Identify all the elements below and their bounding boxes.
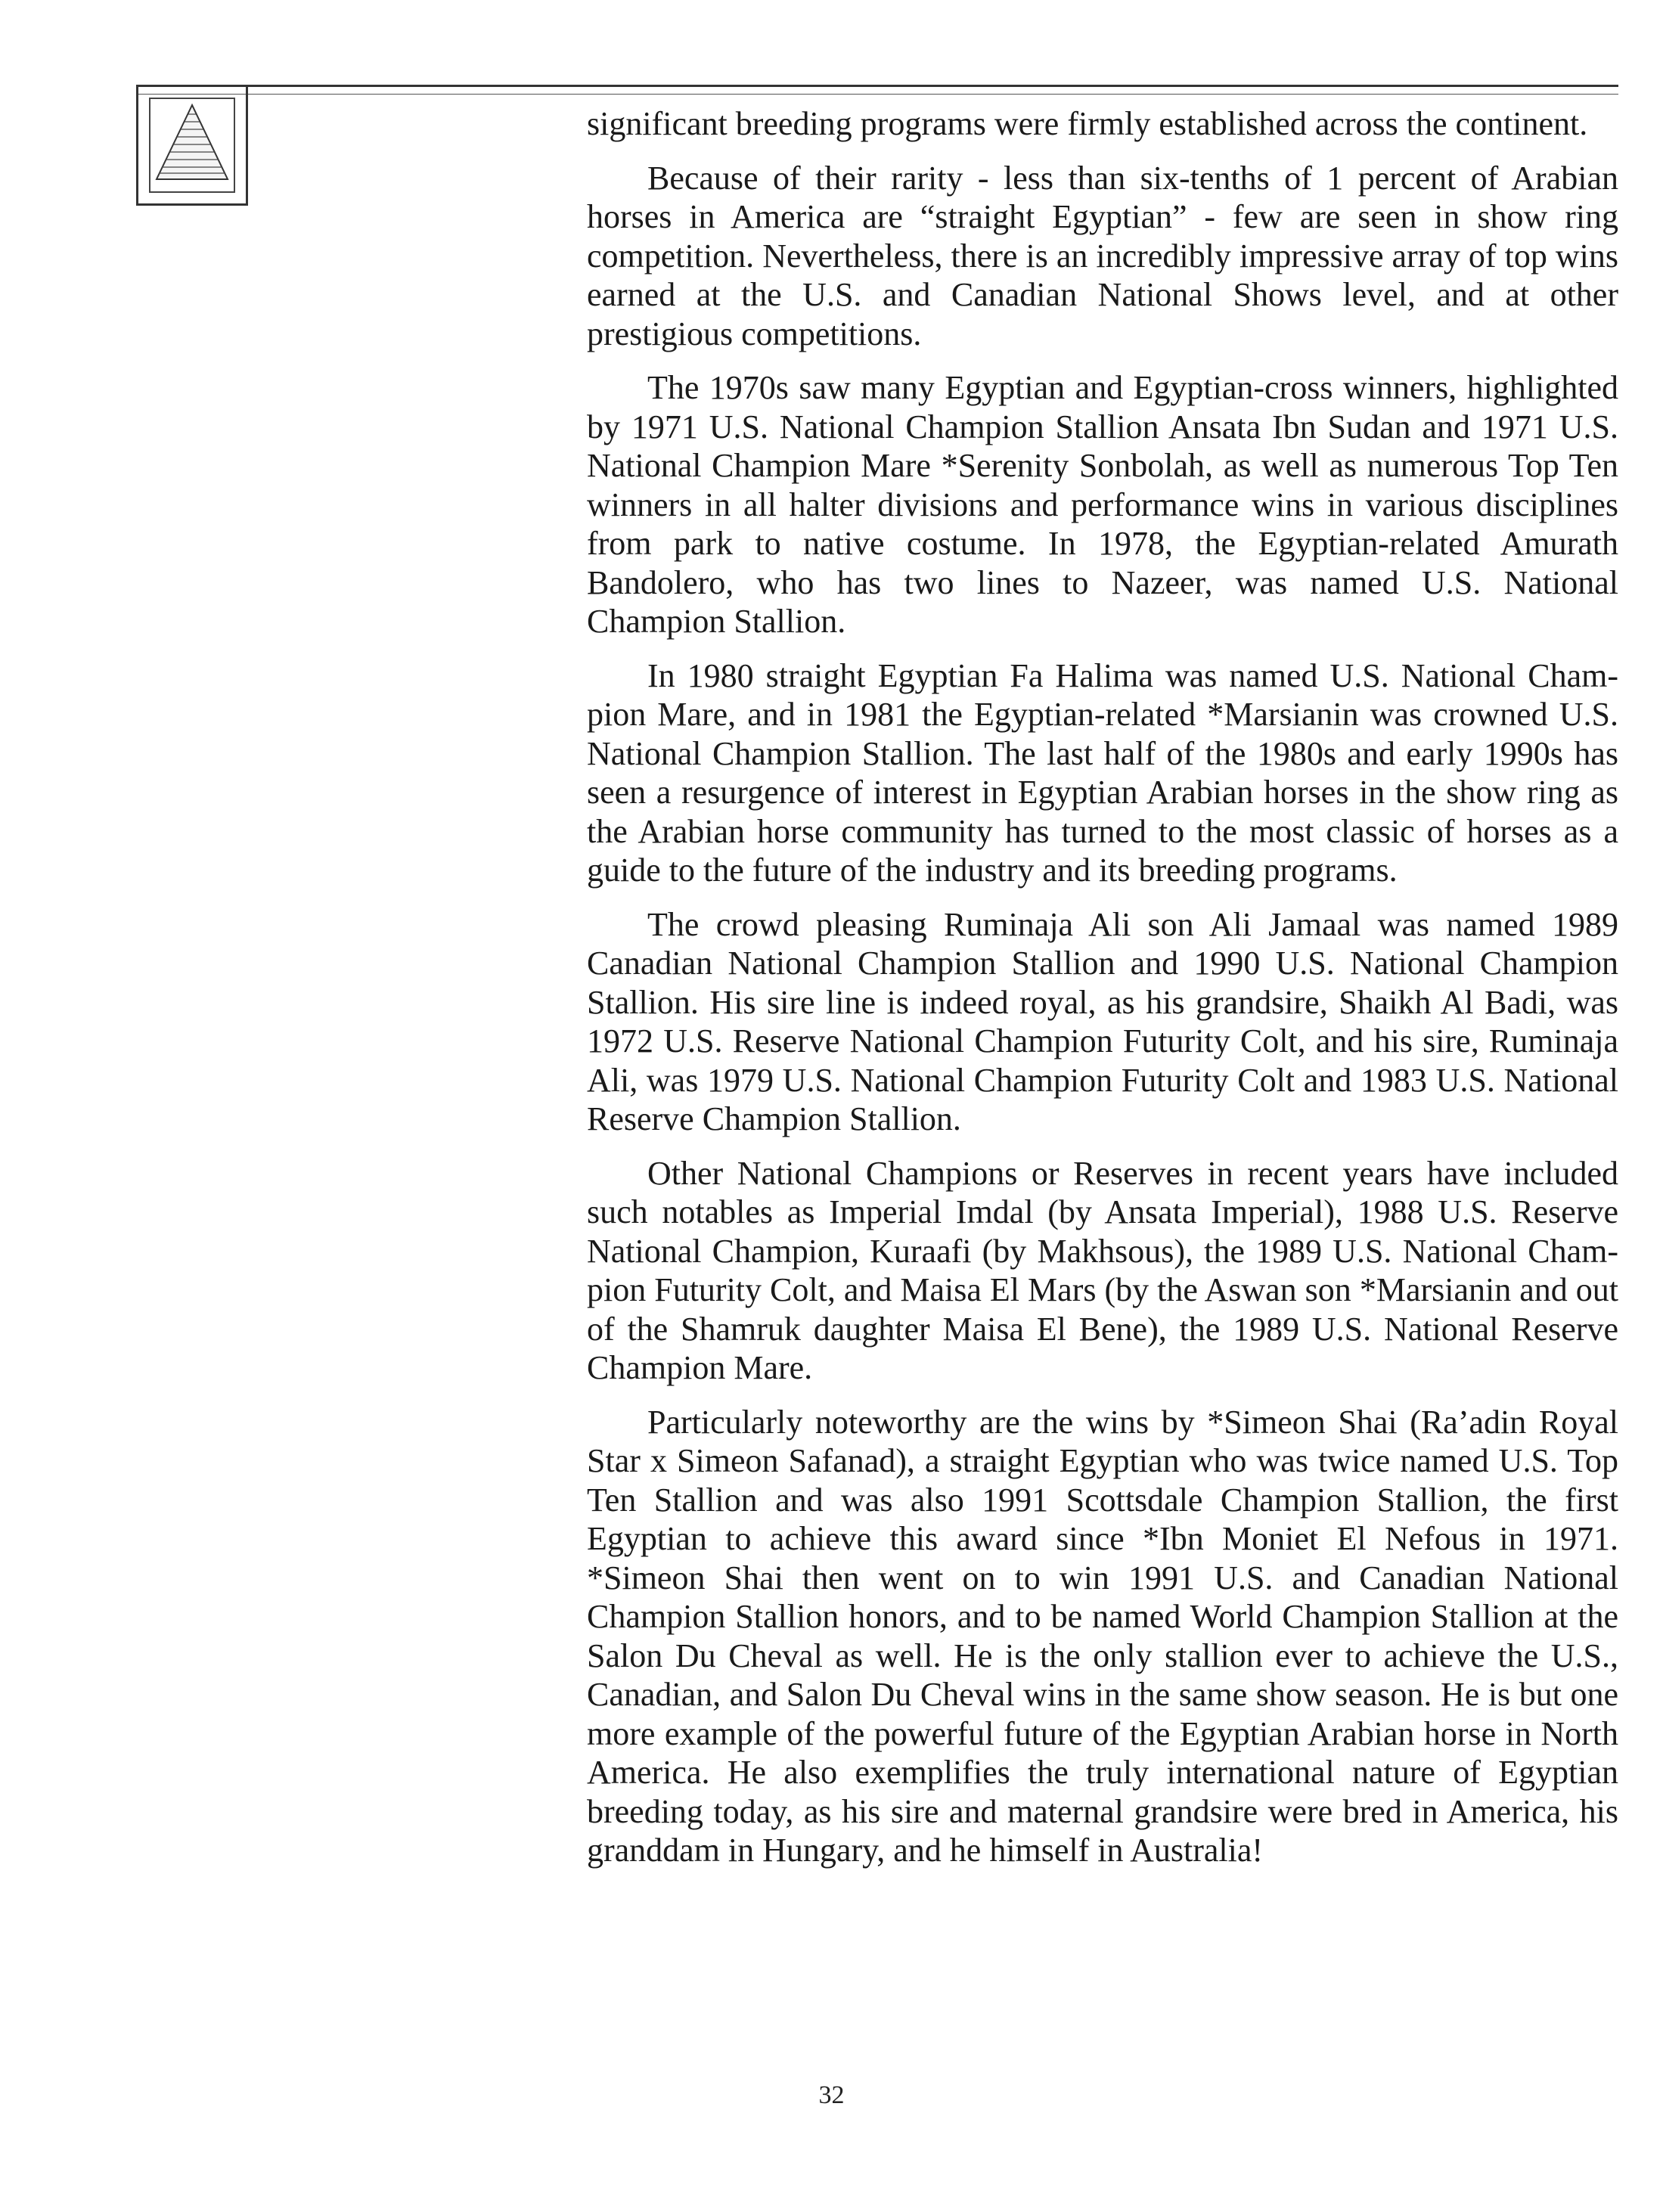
paragraph-3: The 1970s saw many Egyptian and Egyptian-cross winners, highlighted by 1971 U.S. National Champion Stallion Ansata Ibn Sudan and 1971 U.S. National Champion Mare *Serenity Sonbolah, as well as numerous Top Ten winners in all halter divisions and performance wins in various disciplines from park to native costume. In 1978, the Egyptian-related Amurath Bandolero, who has two lines to Nazeer, was named U.S. National Champion Stallion. bbox=[587, 369, 1618, 640]
header-rule-bottom bbox=[136, 94, 1618, 95]
header-logo bbox=[136, 85, 248, 206]
page-number: 32 bbox=[818, 2081, 845, 2109]
paragraph-6: Other National Champions or Reserves in recent years have included such notables as Imperial Imdal (by Ansata Imperial), 1988 U.S. Reserve National Champion, Kuraafi (by Makhsous), the 1989 U.S. National Champion Futurity Colt, and Maisa El Mars (by the Aswan son *Marsianin and out of the Shamruk daughter Maisa El Bene), the 1989 U.S. National Reserve Champion Mare. bbox=[587, 1154, 1618, 1386]
paragraph-7: Particularly noteworthy are the wins by *Simeon Shai (Ra’adin Royal Star x Simeon Safanad), a straight Egyptian who was twice named U.S. Top Ten Stallion and was also 1991 Scottsdale Champion Stallion, the first Egyptian to achieve this award since *Ibn Moniet El Nefous in 1971. *Simeon Shai then went on to win 1991 U.S. and Canadian National Champion Stallion honors, and to be named World Champion Stallion at the Salon Du Cheval as well. He is the only stallion ever to achieve the U.S., Canadian, and Salon Du Cheval wins in the same show season. He is but one more example of the powerful future of the Egyptian Arabian horse in North America. He also exemplifies the truly international nature of Egyptian breeding today, as his sire and maternal grandsire were bred in America, his granddam in Hungary, and he himself in Australia! bbox=[587, 1403, 1618, 1869]
pyramid-icon bbox=[149, 98, 235, 193]
paragraph-4: In 1980 straight Egyptian Fa Halima was named U.S. National Champion Mare, and in 1981 the Egyptian-related *Marsianin was crowned U.S. National Champion Stallion. The last half of the 1980s and early 1990s has seen a resurgence of interest in Egyptian Arabian horses in the show ring as the Arabian horse community has turned to the most classic of horses as a guide to the future of the industry and its breeding programs. bbox=[587, 656, 1618, 889]
paragraph-1: significant breeding programs were firmly established across the continent. bbox=[587, 105, 1588, 142]
paragraph-2: Because of their rarity - less than six-tenths of 1 percent of Arabian horses in America are “straight Egyptian” - few are seen in show ring competition. Nevertheless, there is an incredibly impressive array of top wins earned at the U.S. and Canadian National Shows level, and at other prestigious competitions. bbox=[587, 159, 1618, 352]
paragraph-5: The crowd pleasing Ruminaja Ali son Ali Jamaal was named 1989 Canadian National Champion Stallion and 1990 U.S. National Champion Stallion. His sire line is indeed royal, as his grandsire, Shaikh Al Badi, was 1972 U.S. Reserve National Champion Futurity Colt, and his sire, Ruminaja Ali, was 1979 U.S. National Champion Futurity Colt and 1983 U.S. National Reserve Champion Stallion. bbox=[587, 905, 1618, 1137]
header-rule-top bbox=[136, 85, 1618, 87]
body-text bbox=[587, 104, 1618, 1885]
